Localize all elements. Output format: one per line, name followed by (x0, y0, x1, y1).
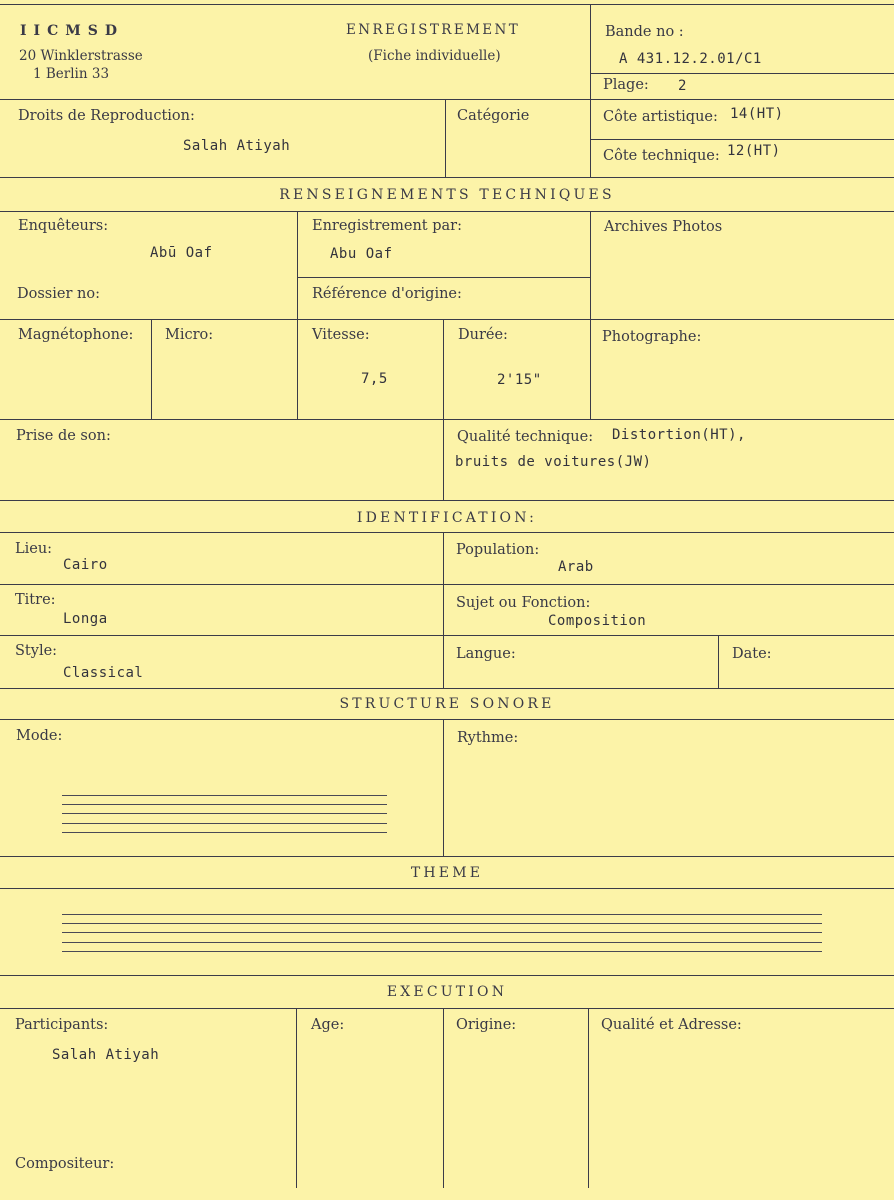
rule (588, 1008, 589, 1188)
rule (151, 319, 152, 419)
style-value: Classical (63, 665, 144, 681)
rule (0, 688, 894, 689)
staff-line (62, 823, 387, 824)
titre-value: Longa (63, 611, 108, 627)
enregistrement-value: Abu Oaf (330, 246, 393, 262)
rule (443, 532, 444, 688)
rule (0, 532, 894, 533)
sujet-value: Composition (548, 613, 647, 629)
qualite-technique-label: Qualité technique: (457, 429, 594, 445)
section-title-theme: THEME (410, 865, 484, 881)
rule (0, 856, 894, 857)
photographe-label: Photographe: (602, 329, 702, 345)
rule (443, 719, 444, 856)
staff-line (62, 923, 822, 924)
qualite-technique-value-2: bruits de voitures(JW) (455, 454, 652, 470)
cote-artistique-value: 14(HT) (730, 106, 784, 122)
archives-label: Archives Photos (604, 219, 723, 235)
qualite-technique-value-1: Distortion(HT), (612, 427, 746, 443)
rule (0, 4, 894, 5)
age-label: Age: (311, 1017, 345, 1033)
rythme-label: Rythme: (457, 730, 519, 746)
form-subtitle: (Fiche individuelle) (368, 48, 501, 64)
vitesse-label: Vitesse: (312, 327, 370, 343)
bande-label: Bande no : (605, 24, 684, 40)
address-line-2: 1 Berlin 33 (33, 66, 110, 82)
staff-line (62, 813, 387, 814)
org-name: IICMSD (20, 23, 124, 39)
section-title-technical: RENSEIGNEMENTS TECHNIQUES (279, 187, 615, 203)
staff-line (62, 914, 822, 915)
micro-label: Micro: (165, 327, 214, 343)
plage-label: Plage: (603, 77, 649, 93)
dossier-label: Dossier no: (17, 286, 100, 302)
population-value: Arab (558, 559, 594, 575)
rule (0, 975, 894, 976)
rule (0, 319, 894, 320)
origine-label: Origine: (456, 1017, 517, 1033)
participants-value: Salah Atiyah (52, 1047, 160, 1063)
rule (590, 139, 894, 140)
mode-label: Mode: (16, 728, 63, 744)
address-line-1: 20 Winklerstrasse (19, 48, 143, 64)
sujet-label: Sujet ou Fonction: (456, 595, 591, 611)
rule (590, 4, 591, 177)
rule (718, 635, 719, 688)
prise-label: Prise de son: (16, 428, 111, 444)
qualite-adresse-label: Qualité et Adresse: (601, 1017, 742, 1033)
cote-artistique-label: Côte artistique: (603, 109, 718, 125)
reference-label: Référence d'origine: (312, 286, 462, 302)
rule (0, 635, 894, 636)
lieu-label: Lieu: (15, 541, 53, 557)
rule (297, 277, 590, 278)
droits-label: Droits de Reproduction: (18, 108, 195, 124)
droits-value: Salah Atiyah (183, 138, 291, 154)
rule (590, 211, 591, 419)
cote-technique-value: 12(HT) (727, 143, 781, 159)
rule (0, 99, 894, 100)
rule (0, 888, 894, 889)
participants-label: Participants: (15, 1017, 109, 1033)
staff-line (62, 795, 387, 796)
lieu-value: Cairo (63, 557, 108, 573)
form-title: ENREGISTREMENT (346, 22, 521, 38)
rule (0, 211, 894, 212)
section-title-identification: IDENTIFICATION: (356, 510, 538, 526)
rule (0, 500, 894, 501)
rule (296, 1008, 297, 1188)
rule (0, 177, 894, 178)
style-label: Style: (15, 643, 58, 659)
plage-value: 2 (678, 78, 687, 94)
staff-line (62, 804, 387, 805)
date-label: Date: (732, 646, 772, 662)
section-title-execution: EXECUTION (386, 984, 508, 1000)
duree-value: 2'15" (497, 372, 542, 388)
rule (297, 211, 298, 419)
categorie-label: Catégorie (457, 108, 530, 124)
section-title-structure: STRUCTURE SONORE (339, 696, 555, 712)
rule (445, 99, 446, 177)
titre-label: Titre: (15, 592, 56, 608)
magnetophone-label: Magnétophone: (18, 327, 134, 343)
vitesse-value: 7,5 (361, 371, 388, 387)
rule (590, 73, 894, 74)
enqueteurs-value: Abū Oaf (150, 245, 213, 261)
population-label: Population: (456, 542, 540, 558)
staff-line (62, 942, 822, 943)
staff-line (62, 832, 387, 833)
rule (0, 584, 894, 585)
duree-label: Durée: (458, 327, 508, 343)
rule (0, 719, 894, 720)
langue-label: Langue: (456, 646, 516, 662)
cote-technique-label: Côte technique: (603, 148, 720, 164)
bande-value: A 431.12.2.01/C1 (619, 51, 762, 67)
compositeur-label: Compositeur: (15, 1156, 115, 1172)
enregistrement-label: Enregistrement par: (312, 218, 462, 234)
enqueteurs-label: Enquêteurs: (18, 218, 109, 234)
staff-line (62, 932, 822, 933)
rule (443, 1008, 444, 1188)
rule (443, 319, 444, 500)
rule (0, 1008, 894, 1009)
rule (0, 419, 894, 420)
staff-line (62, 951, 822, 952)
